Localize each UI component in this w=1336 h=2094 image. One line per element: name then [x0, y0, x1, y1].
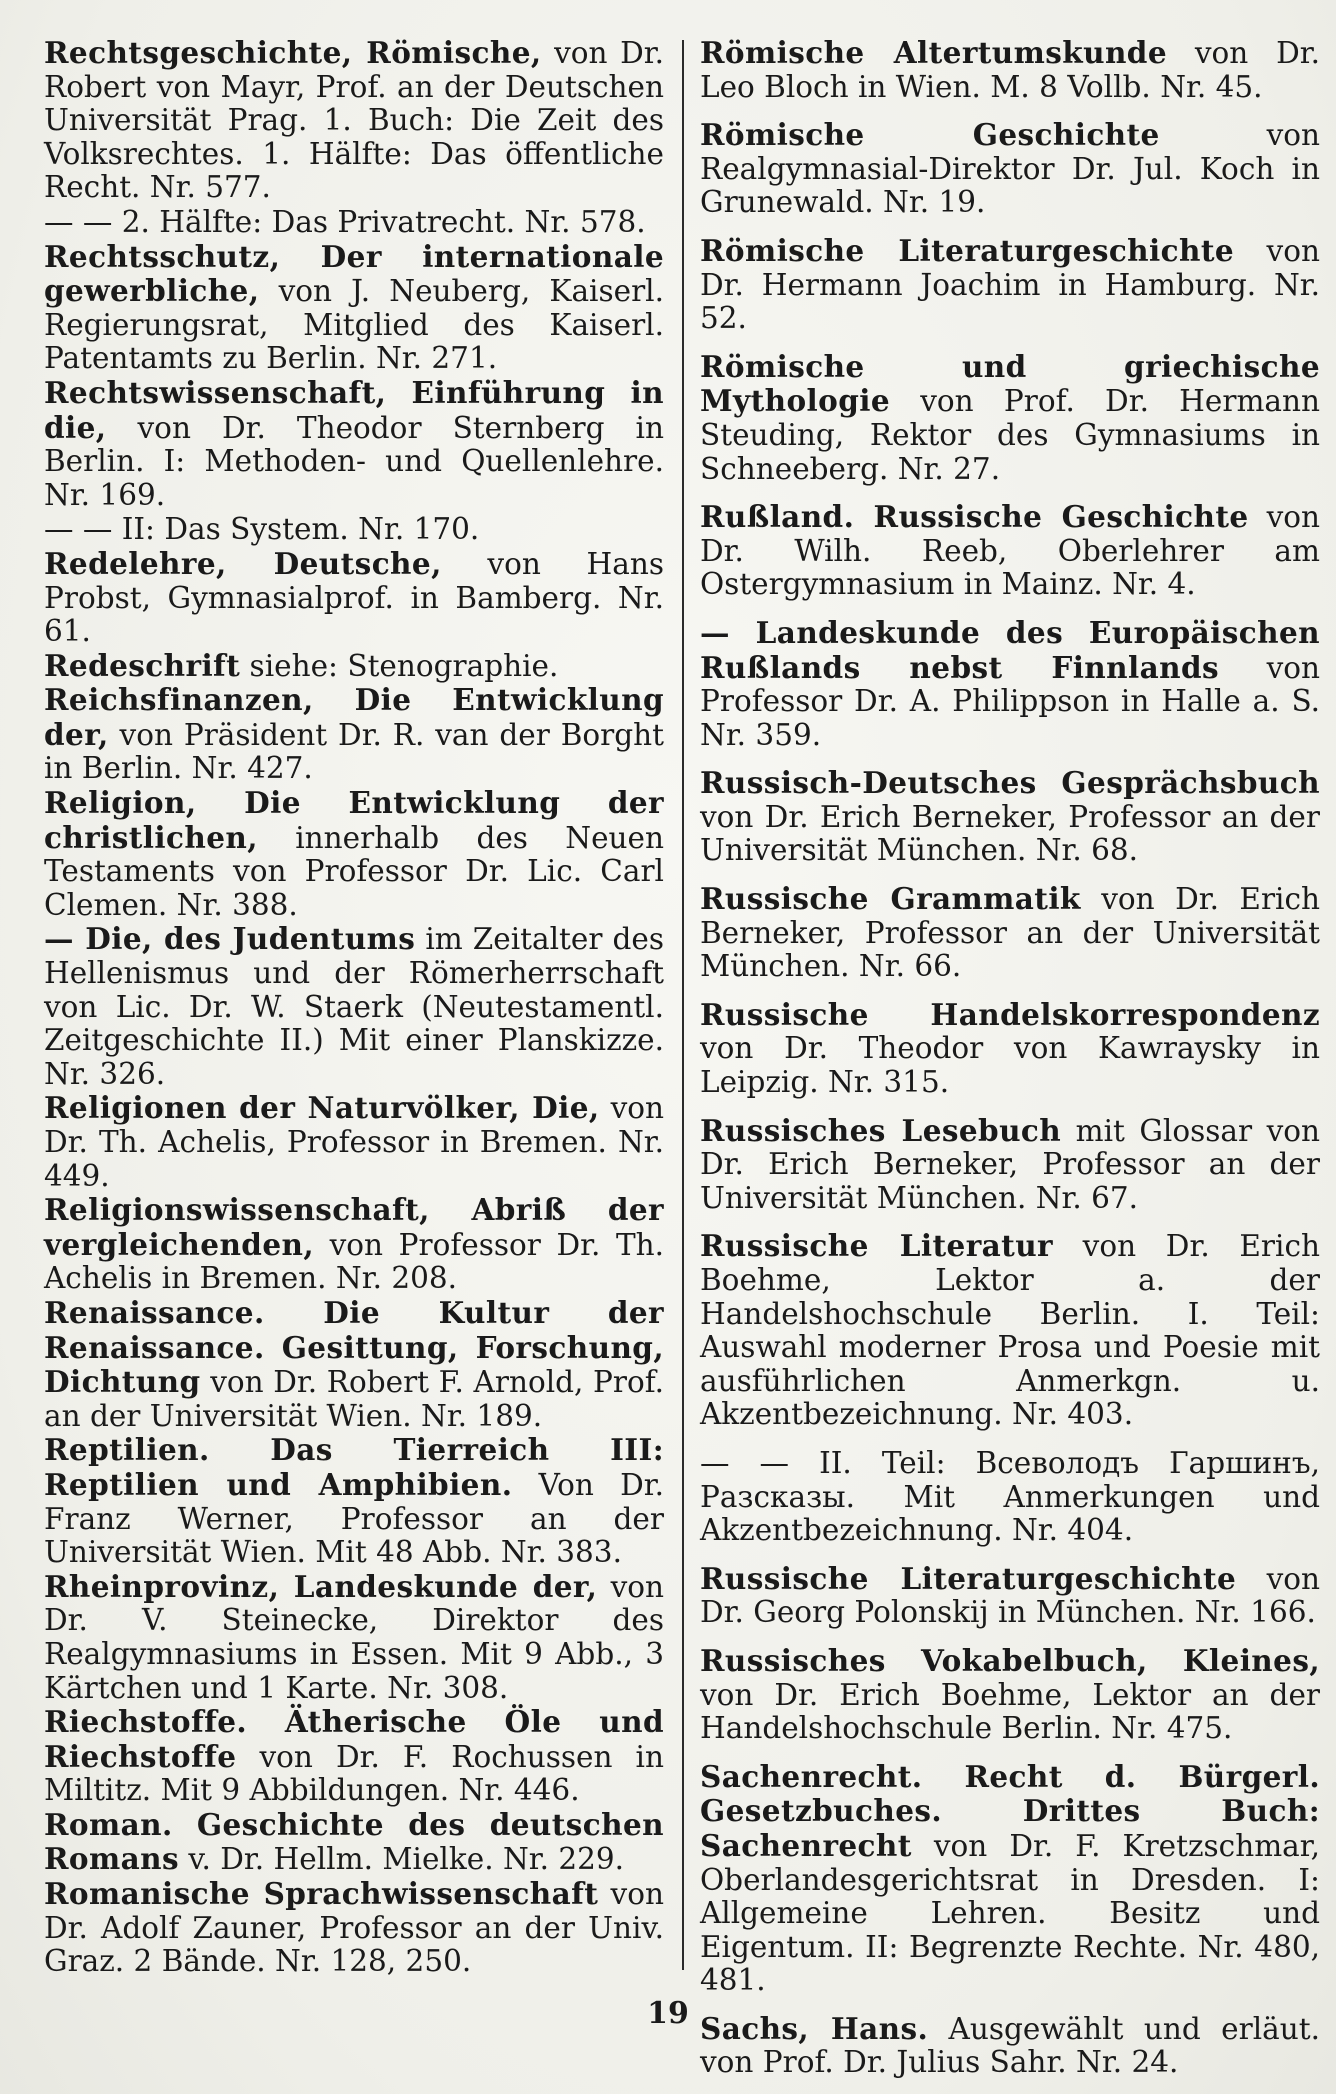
entry-text: von Dr. Leo Bloch in Wien. M. 8 Vollb. Nr. 45. — [700, 36, 1320, 104]
catalog-entry — [44, 1296, 664, 1433]
catalog-entry — [44, 205, 664, 240]
entry-headword: Russische Grammatik — [700, 881, 1081, 917]
entry-text: von Dr. F. Rochussen in Miltitz. Mit 9 Abbildungen. Nr. 446. — [44, 1739, 664, 1808]
entry-text: von Realgymnasial-Direktor Dr. Jul. Koch in Grunewald. Nr. 19. — [700, 118, 1320, 220]
entry-text: von Dr. Erich Boehme, Lektor a. der Handelshochschule Berlin. I. Teil: Auswahl moderner Prosa und Poesie mit ausführlichen Anmerkgn. u. Akzentbezeichnung. Nr. 403. — [700, 1229, 1320, 1432]
catalog-entry — [44, 36, 664, 205]
entry-text: innerhalb des Neuen Testaments von Professor Dr. Lic. Carl Clemen. Nr. 388. — [44, 820, 664, 922]
entry-text: von Professor Dr. Th. Achelis in Bremen. Nr. 208. — [44, 1227, 664, 1296]
entry-text: von Dr. Theodor von Kawraysky in Leipzig. Nr. 315. — [700, 1031, 1320, 1100]
entry-text: von Dr. Erich Berneker, Professor an der Universität München. Nr. 68. — [700, 799, 1320, 868]
entry-text: von Dr. Erich Berneker, Professor an der Universität München. Nr. 66. — [700, 882, 1320, 984]
entry-headword: Russisches Vokabelbuch, Kleines, — [700, 1642, 1320, 1678]
entry-text: — — 2. Hälfte: Das Privatrecht. Nr. 578. — [44, 204, 646, 239]
entry-text: von Dr. Adolf Zauner, Professor an der Univ. Graz. 2 Bände. Nr. 128, 250. — [44, 1877, 664, 1979]
entry-text: von Prof. Dr. Hermann Steuding, Rektor des Gymnasiums in Schneeberg. Nr. 27. — [700, 384, 1320, 486]
catalog-entry — [700, 882, 1320, 984]
catalog-entry — [700, 350, 1320, 486]
entry-headword: Russische Handelskorrespondenz — [700, 996, 1320, 1032]
column-divider — [682, 40, 684, 1970]
catalog-entry — [44, 1877, 664, 1979]
catalog-entry — [44, 512, 664, 547]
catalog-entry — [44, 1433, 664, 1569]
entry-headword: Rechtswissenschaft, Einführung in die, — [44, 374, 664, 445]
entry-text: von Präsident Dr. R. van der Borght in Berlin. Nr. 427. — [44, 717, 664, 786]
catalog-entry — [44, 922, 664, 1091]
entry-headword: — Die, des Judentums — [44, 921, 416, 957]
entry-headword: Romanische Sprachwissenschaft — [44, 1876, 599, 1912]
entry-headword: Römische Altertumskunde — [700, 35, 1167, 70]
entry-text: von Dr. Theodor Sternberg in Berlin. I: Methoden- und Quellenlehre. Nr. 169. — [44, 410, 664, 512]
catalog-entry — [44, 547, 664, 649]
entry-text: von Dr. Robert F. Arnold, Prof. an der Universität Wien. Nr. 189. — [44, 1365, 664, 1433]
entry-headword: Redelehre, Deutsche, — [44, 545, 442, 581]
entry-headword: Rußland. Russische Geschichte — [700, 499, 1249, 535]
page-number: 19 — [647, 1996, 689, 2031]
entry-headword: Religionswissenschaft, Abriß der vergleichenden, — [44, 1192, 664, 1262]
catalog-entry — [44, 1193, 664, 1296]
entry-text: von J. Neuberg, Kaiserl. Regierungsrat, Mitglied des Kaiserl. Patentamts zu Berlin. Nr. 271. — [44, 274, 664, 376]
catalog-entry — [44, 683, 664, 786]
catalog-entry — [700, 118, 1320, 220]
entry-text: von Dr. Th. Achelis, Professor in Bremen. Nr. 449. — [44, 1091, 664, 1193]
entry-headword: Renaissance. Die Kultur der Renaissance. Gesittung, Forschung, Dichtung — [44, 1294, 664, 1400]
entry-headword: Roman. Geschichte des deutschen Romans — [44, 1806, 664, 1877]
catalog-entry — [700, 1229, 1320, 1432]
entry-text: v. Dr. Hellm. Mielke. Nr. 229. — [178, 1842, 625, 1877]
catalog-entry — [44, 240, 664, 376]
catalog-entry — [700, 36, 1320, 104]
entry-headword: Römische Literaturgeschichte — [700, 232, 1235, 268]
entry-text: Ausgewählt und erläut. von Prof. Dr. Julius Sahr. Nr. 24. — [700, 2011, 1320, 2080]
catalog-entry — [44, 786, 664, 922]
entry-text: von Dr. Hermann Joachim in Hamburg. Nr. 52. — [700, 233, 1320, 336]
catalog-entry — [44, 1808, 664, 1877]
entry-headword: Reptilien. Das Tierreich III: Reptilien und Amphibien. — [44, 1432, 664, 1502]
entry-headword: Religionen der Naturvölker, Die, — [44, 1090, 600, 1126]
entry-headword: Russisches Lesebuch — [700, 1112, 1062, 1148]
entry-headword: Römische Geschichte — [700, 117, 1160, 153]
entry-text: — — II. Teil: Всеволодъ Гаршинъ, Разсказы. Mit Anmerkungen und Akzentbezeichnung. Nr. 404. — [700, 1445, 1320, 1548]
entry-text: von Dr. Erich Boehme, Lektor an der Handelshochschule Berlin. Nr. 475. — [700, 1677, 1320, 1746]
entry-text: von Dr. Robert von Mayr, Prof. an der Deutschen Universität Prag. 1. Buch: Die Zeit des Volksrechtes. 1. Hälfte: Das öffentliche Recht. Nr. 577. — [44, 36, 664, 205]
catalog-entry — [44, 1705, 664, 1808]
entry-text: von Dr. Wilh. Reeb, Oberlehrer am Ostergymnasium in Mainz. Nr. 4. — [700, 500, 1320, 602]
entry-text: von Professor Dr. A. Philippson in Halle a. S. Nr. 359. — [700, 650, 1320, 752]
entry-headword: Rechtsgeschichte, Römische, — [44, 35, 542, 70]
catalog-entry — [44, 1091, 664, 1193]
entry-text: siehe: Stenographie. — [240, 648, 559, 683]
catalog-entry — [700, 234, 1320, 336]
catalog-entry — [44, 1570, 664, 1705]
catalog-entry — [700, 1114, 1320, 1216]
entry-headword: Rheinprovinz, Landeskunde der, — [44, 1568, 598, 1604]
entry-headword: Sachs, Hans. — [700, 2010, 929, 2046]
catalog-entry — [700, 1446, 1320, 1548]
entry-headword: Römische und griechische Mythologie — [700, 348, 1320, 419]
catalog-entry — [44, 376, 664, 512]
catalog-entry — [700, 616, 1320, 752]
catalog-entry — [700, 766, 1320, 868]
entry-headword: Russisch-Deutsches Gesprächsbuch — [700, 765, 1320, 801]
entry-text: mit Glossar von Dr. Erich Berneker, Professor an der Universität München. Nr. 67. — [700, 1113, 1320, 1215]
entry-text: von Dr. Georg Polonskij in München. Nr. 166. — [700, 1561, 1320, 1630]
catalog-entry — [700, 1562, 1320, 1630]
entry-text: Von Dr. Franz Werner, Professor an der Universität Wien. Mit 48 Abb. Nr. 383. — [44, 1467, 664, 1570]
entry-headword: Rechtsschutz, Der internationale gewerbliche, — [44, 238, 664, 309]
catalog-entry — [700, 1760, 1320, 1998]
entry-text: von Hans Probst, Gymnasialprof. in Bamberg. Nr. 61. — [44, 546, 664, 649]
entry-text: von Dr. V. Steinecke, Direktor des Realgymnasiums in Essen. Mit 9 Abb., 3 Kärtchen und 1 Karte. Nr. 308. — [44, 1569, 664, 1705]
entry-headword: Sachenrecht. Recht d. Bürgerl. Gesetzbuches. Drittes Buch: Sachenrecht — [700, 1758, 1320, 1863]
entry-headword: Reichsfinanzen, Die Entwicklung der, — [44, 682, 664, 752]
entry-headword: Russische Literatur — [700, 1228, 1053, 1264]
entry-headword: Russische Literaturgeschichte — [700, 1560, 1237, 1596]
left-column — [44, 36, 664, 1979]
entry-headword: Religion, Die Entwicklung der christlichen, — [44, 785, 664, 855]
right-column — [700, 36, 1320, 2080]
catalog-entry — [700, 1644, 1320, 1746]
entry-headword: — Landeskunde des Europäischen Rußlands nebst Finnlands — [700, 614, 1320, 685]
catalog-entry — [44, 649, 664, 684]
entry-text: — — II: Das System. Nr. 170. — [44, 512, 480, 547]
entry-text: von Dr. F. Kretzschmar, Oberlandesgerichtsrat in Dresden. I: Allgemeine Lehren. Besitz und Eigentum. II: Begrenzte Rechte. Nr. 480, 481. — [700, 1828, 1320, 1998]
catalog-entry — [700, 998, 1320, 1100]
entry-headword: Riechstoffe. Ätherische Öle und Riechstoffe — [44, 1704, 664, 1774]
entry-text: im Zeitalter des Hellenismus und der Römerherrschaft von Lic. Dr. W. Staerk (Neutestamentl. Zeitgeschichte II.) Mit einer Planskizze. Nr. 326. — [44, 922, 664, 1091]
catalog-entry — [700, 500, 1320, 602]
entry-headword: Redeschrift — [44, 647, 241, 683]
